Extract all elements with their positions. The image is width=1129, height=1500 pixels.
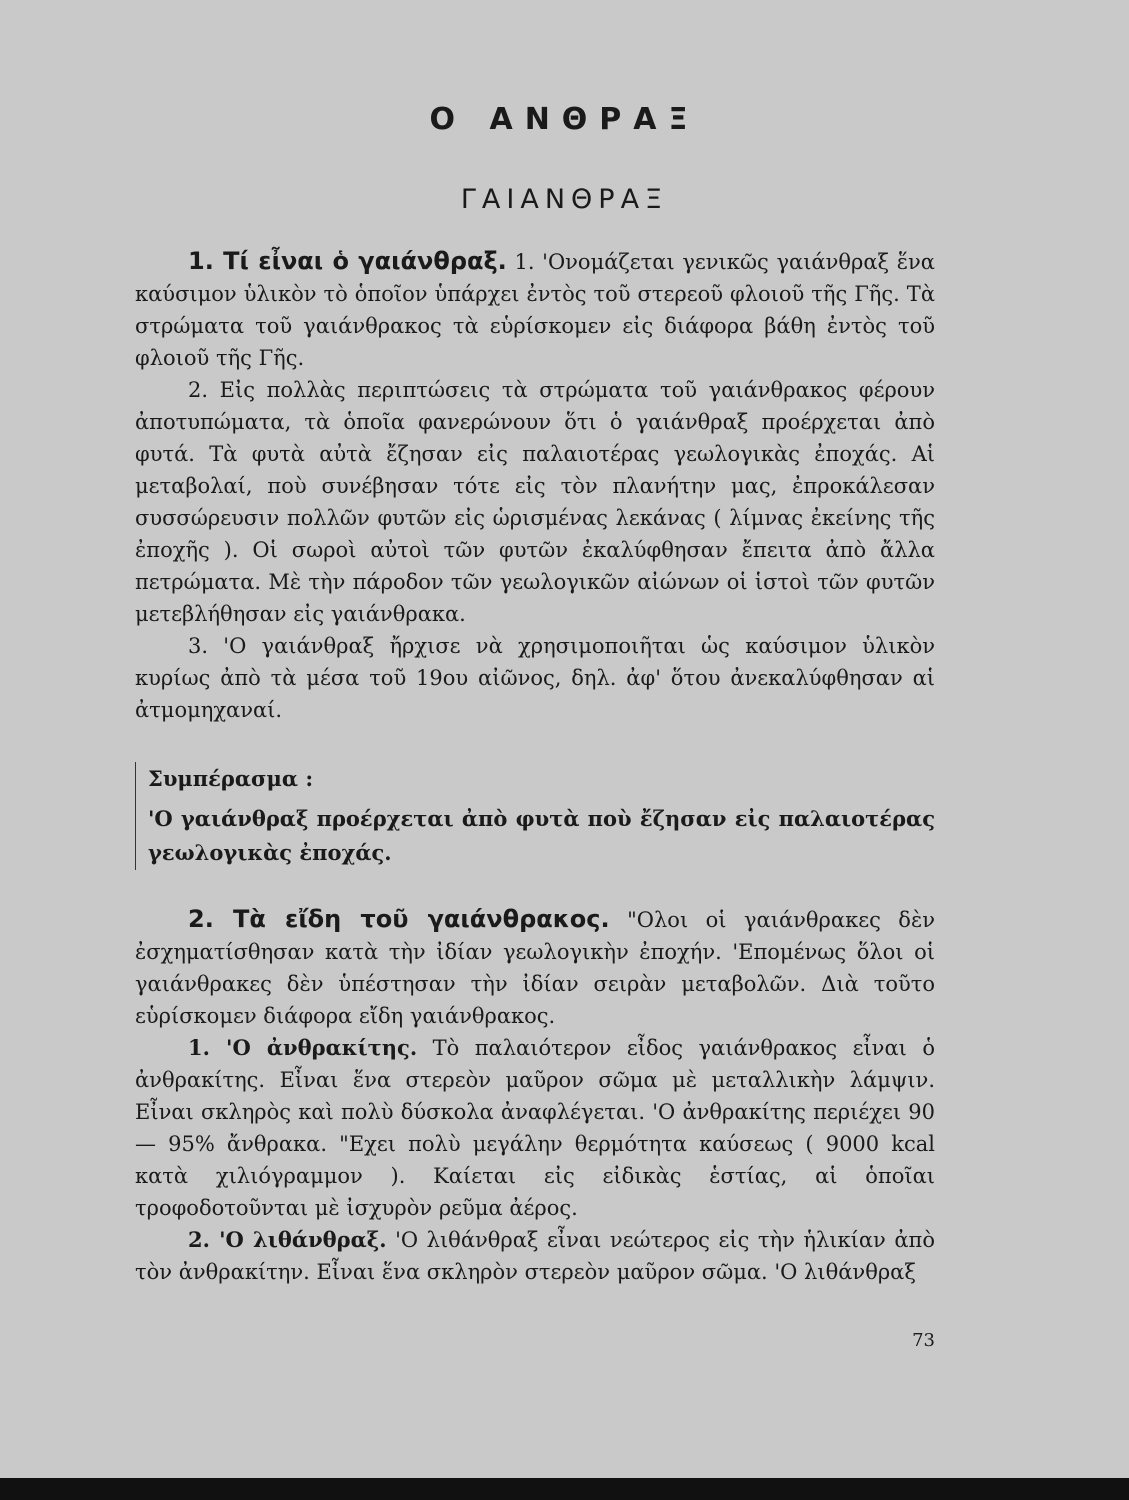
- section-1-paragraph-3: 3. 'Ο γαιάνθραξ ἤρχισε νὰ χρησιμοποιῆται ὡς καύσιμον ὑλικὸν κυρίως ἀπὸ τὰ μέσα τοῦ 19ου αἰῶνος, δηλ. ἀφ' ὅτου ἀνεκαλύφθησαν αἱ ἀτμομηχαναί.: [135, 634, 935, 722]
- section-2-heading: 2. Τὰ εἴδη τοῦ γαιάνθρακος.: [188, 905, 610, 933]
- conclusion-label: Συμπέρασμα :: [148, 766, 314, 791]
- section-1-heading: 1. Τί εἶναι ὁ γαιάνθραξ.: [188, 247, 507, 275]
- section-1-paragraph-1: [135, 245, 935, 374]
- page-title: Ο ΑΝΘΡΑΞ: [429, 102, 700, 137]
- scan-bottom-edge: [0, 1478, 1129, 1500]
- page-subtitle: ΓΑΙΑΝΘΡΑΞ: [460, 184, 669, 215]
- section-1-paragraph-2: 2. Εἰς πολλὰς περιπτώσεις τὰ στρώματα τοῦ γαιάνθρακος φέρουν ἀποτυπώματα, τὰ ὁποῖα φανερώνουν ὅτι ὁ γαιάνθραξ προέρχεται ἀπὸ φυτά. Τὰ φυτὰ αὐτὰ ἔζησαν εἰς παλαιοτέρας γεωλογικὰς ἐποχάς. Αἱ μεταβολαί, ποὺ συνέβησαν τότε εἰς τὸν πλανήτην μας, ἐπροκάλεσαν συσσώρευσιν πολλῶν φυτῶν εἰς ὡρισμένας λεκάνας ( λίμνας ἐκείνης τῆς ἐποχῆς ). Οἱ σωροὶ αὐτοὶ τῶν φυτῶν ἐκαλύφθησαν ἔπειτα ἀπὸ ἄλλα πετρώματα. Μὲ τὴν πάροδον τῶν γεωλογικῶν αἰώνων οἱ ἱστοὶ τῶν φυτῶν μετεβλήθησαν εἰς γαιάνθρακα.: [135, 378, 935, 626]
- section-1: [135, 245, 935, 726]
- anthracite-text: Τὸ παλαιότερον εἶδος γαιάνθρακος εἶναι ὁ ἀνθρακίτης. Εἶναι ἕνα στερεὸν μαῦρον σῶμα μὲ μεταλλικὴν λάμψιν. Εἶναι σκληρὸς καὶ πολὺ δύσκολα ἀναφλέγεται. 'Ο ἀνθρακίτης περιέχει 90 — 95% ἄνθρακα. "Εχει πολὺ μεγάλην θερμότητα καύσεως ( 9000 kcal κατὰ χιλιόγραμμον ). Καίεται εἰς εἰδικὰς ἑστίας, αἱ ὁποῖαι τροφοδοτοῦνται μὲ ἰσχυρὸν ρεῦμα ἀέρος.: [135, 1036, 935, 1220]
- anthracite-heading: 1. 'Ο ἀνθρακίτης.: [188, 1035, 418, 1060]
- section-2-intro-paragraph: [135, 903, 935, 1032]
- section-2: [135, 903, 935, 1288]
- conclusion-text: 'Ο γαιάνθραξ προέρχεται ἀπὸ φυτὰ ποὺ ἔζησαν εἰς παλαιοτέρας γεωλογικὰς ἐποχάς.: [148, 806, 935, 865]
- anthracite-paragraph: [135, 1032, 935, 1224]
- bituminous-coal-heading: 2. 'Ο λιθάνθραξ.: [188, 1227, 387, 1252]
- page-number: 73: [912, 1330, 935, 1351]
- section-2-intro: "Ολοι οἱ γαιάνθρακες δὲν ἐσχηματίσθησαν κατὰ τὴν ἰδίαν γεωλογικὴν ἐποχήν. 'Επομένως ὅλοι οἱ γαιάνθρακες δὲν ὑπέστησαν τὴν ἰδίαν σειρὰν μεταβολῶν. Διὰ τοῦτο εὑρίσκομεν διάφορα εἴδη γαιάνθρακος.: [135, 908, 935, 1028]
- conclusion-box: [135, 762, 935, 870]
- section-1-text-1: 1. 'Ονομάζεται γενικῶς γαιάνθραξ ἕνα καύσιμον ὑλικὸν τὸ ὁποῖον ὑπάρχει ἐντὸς τοῦ στερεοῦ φλοιοῦ τῆς Γῆς. Τὰ στρώματα τοῦ γαιάνθρακος τὰ εὑρίσκομεν εἰς διάφορα βάθη ἐντὸς τοῦ φλοιοῦ τῆς Γῆς.: [135, 250, 935, 370]
- bituminous-coal-paragraph: [135, 1224, 935, 1288]
- bituminous-coal-text: 'Ο λιθάνθραξ εἶναι νεώτερος εἰς τὴν ἡλικίαν ἀπὸ τὸν ἀνθρακίτην. Εἶναι ἕνα σκληρὸν στερεὸν μαῦρον σῶμα. 'Ο λιθάνθραξ: [135, 1228, 936, 1284]
